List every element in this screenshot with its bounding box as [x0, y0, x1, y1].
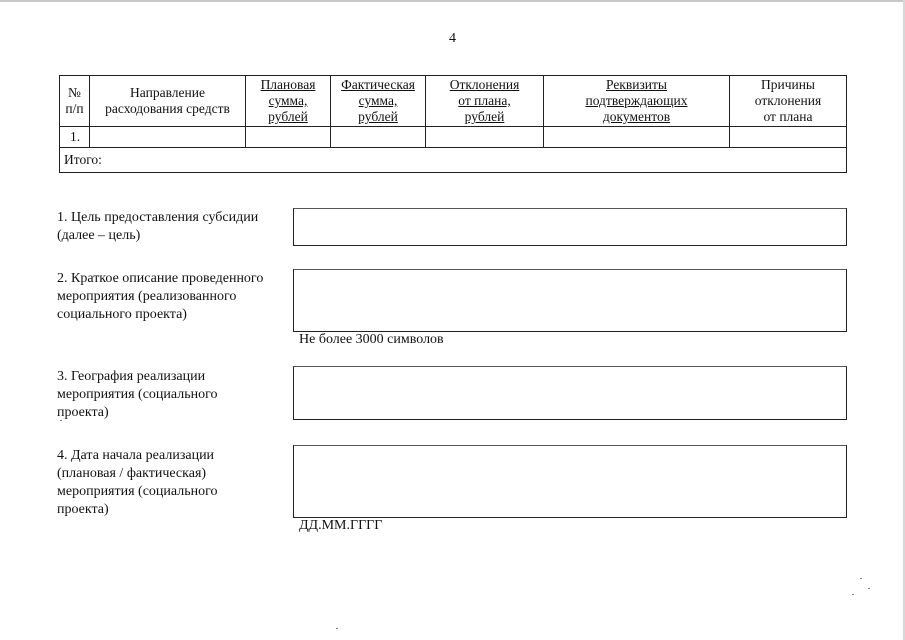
table-cell-planned-sum[interactable] — [246, 127, 331, 148]
table-cell-actual-sum[interactable] — [331, 127, 426, 148]
field-goal-input[interactable] — [293, 208, 847, 246]
col-header-planned-sum: Плановая сумма, рублей — [246, 76, 331, 127]
field-description-input[interactable] — [293, 269, 847, 332]
field-geography-label: 3. География реализации мероприятия (социального проекта) — [57, 369, 218, 420]
field-start-date-hint: ДД.ММ.ГГГГ — [299, 518, 383, 533]
table-header-row — [60, 76, 847, 127]
scan-speck — [868, 588, 870, 589]
expenses-table — [59, 75, 847, 173]
page-edge-top — [0, 0, 905, 2]
field-geography-input[interactable] — [293, 366, 847, 420]
col-header-direction: Направление расходования средств — [90, 76, 246, 127]
table-cell-documents[interactable] — [544, 127, 730, 148]
table-cell-direction[interactable] — [90, 127, 246, 148]
scan-speck — [860, 578, 862, 579]
col-header-number: № п/п — [60, 76, 90, 127]
scan-speck — [336, 628, 338, 629]
field-description-label: 2. Краткое описание проведенного мероприятия (реализованного социального проекта) — [57, 271, 264, 322]
col-header-reasons: Причины отклонения от плана — [730, 76, 847, 127]
field-goal-label: 1. Цель предоставления субсидии (далее – цель) — [57, 210, 259, 243]
scan-speck — [852, 594, 854, 595]
table-total-label: Итого: — [60, 148, 847, 173]
table-total-row — [60, 148, 847, 173]
field-description-hint: Не более 3000 символов — [299, 332, 444, 347]
field-start-date-input[interactable] — [293, 445, 847, 518]
table-cell-number: 1. — [60, 127, 90, 148]
table-cell-deviation[interactable] — [426, 127, 544, 148]
table-cell-reasons[interactable] — [730, 127, 847, 148]
col-header-actual-sum: Фактическая сумма, рублей — [331, 76, 426, 127]
scan-speck — [60, 420, 62, 421]
table-row — [60, 127, 847, 148]
field-start-date-label: 4. Дата начала реализации (плановая / фактическая) мероприятия (социального проекта) — [57, 448, 218, 517]
col-header-documents: Реквизиты подтверждающих документов — [544, 76, 730, 127]
col-header-deviation: Отклонения от плана, рублей — [426, 76, 544, 127]
page-number: 4 — [449, 31, 456, 46]
